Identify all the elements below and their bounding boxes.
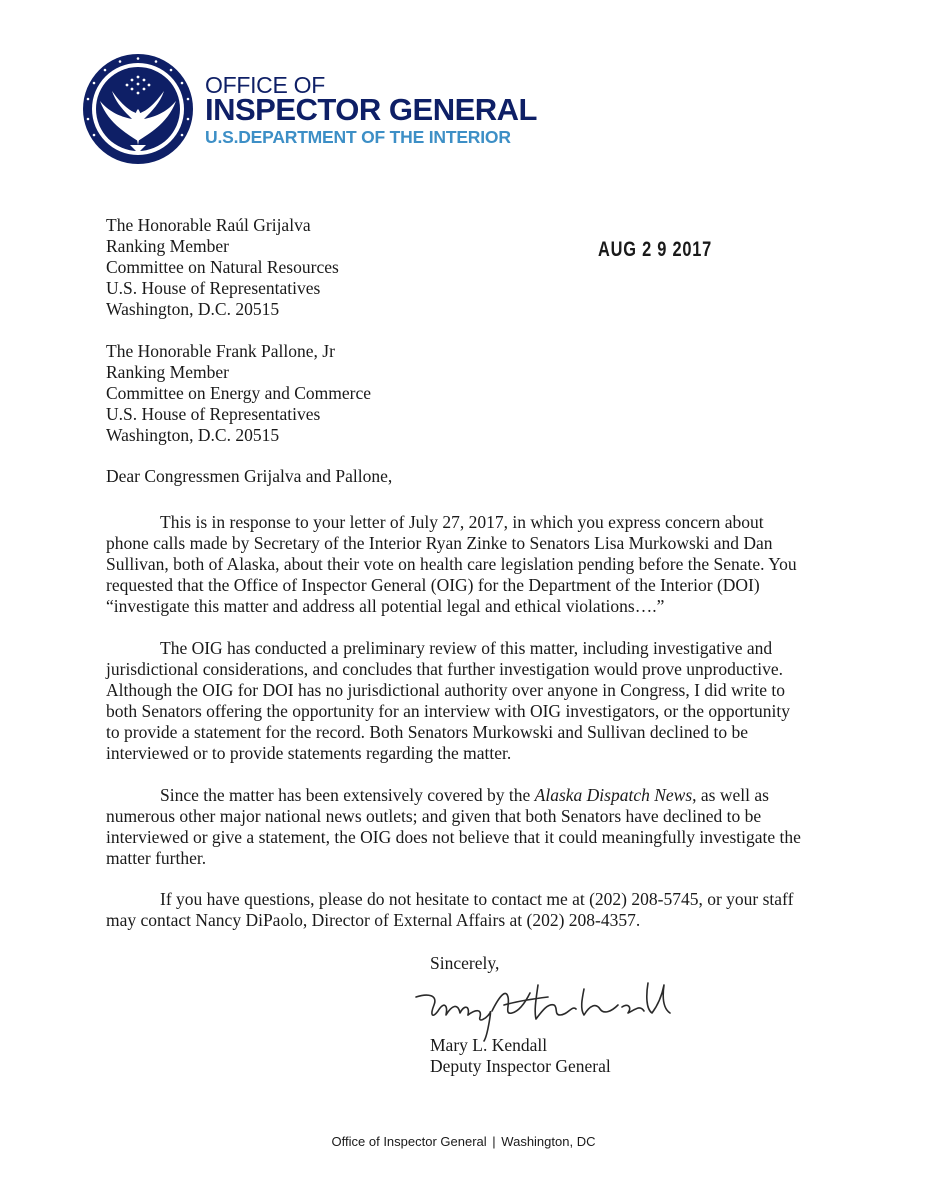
address-line: Washington, D.C. 20515: [106, 425, 280, 445]
paragraph-text: Since the matter has been extensively covered by the: [160, 785, 535, 805]
paragraph-text: , as well as numerous other major national news outlets; and given that both Senators have declined to be interviewed or give a statement, the OIG does not believe that it could meaningfully investigate the matter further.: [106, 785, 801, 868]
letterhead-office-of: OFFICE OF: [205, 72, 325, 98]
signer-title: Deputy Inspector General: [430, 1056, 611, 1076]
footer-office: Office of Inspector General: [331, 1134, 487, 1149]
address-line: Committee on Natural Resources: [106, 257, 339, 277]
body-paragraph-4: If you have questions, please do not hesitate to contact me at (202) 208-5745, or your staff may contact Nancy DiPaolo, Director of External Affairs at (202) 208-4357.: [106, 889, 794, 930]
date-stamp: AUG 2 9 2017: [598, 238, 713, 261]
footer: [0, 1134, 927, 1149]
salutation: Dear Congressmen Grijalva and Pallone,: [106, 466, 393, 486]
address-line: U.S. House of Representatives: [106, 404, 321, 424]
letterhead-inspector-general: INSPECTOR GENERAL: [205, 92, 537, 127]
body-paragraph-2: The OIG has conducted a preliminary review of this matter, including investigative and jurisdictional considerations, and concludes that further investigation would prove unproductive. Although the OIG for DOI has no jurisdictional authority over anyone in Congress, I did write to both Senators offering the opportunity for an interview with OIG investigators, or the opportunity to provide a statement for the record. Both Senators Murkowski and Sullivan declined to be interviewed or to provide statements regarding the matter.: [106, 638, 790, 763]
address-line: Ranking Member: [106, 362, 229, 382]
doi-oig-seal-icon: [82, 53, 194, 165]
address-line: Washington, D.C. 20515: [106, 299, 280, 319]
body-paragraph-1: This is in response to your letter of July 27, 2017, in which you express concern about phone calls made by Secretary of the Interior Ryan Zinke to Senators Lisa Murkowski and Dan Sullivan, both of Alaska, about their vote on health care legislation pending before the Senate. You requested that the Office of Inspector General (OIG) for the Department of the Interior (DOI) “investigate this matter and address all potential legal and ethical violations….”: [106, 512, 797, 616]
body-paragraph-3: [106, 785, 806, 869]
recipient-address-grijalva: [106, 215, 339, 320]
address-line: Ranking Member: [106, 236, 229, 256]
address-line: The Honorable Raúl Grijalva: [106, 215, 311, 235]
address-line: U.S. House of Representatives: [106, 278, 321, 298]
letterhead-department: U.S.DEPARTMENT OF THE INTERIOR: [205, 127, 511, 147]
address-line: Committee on Energy and Commerce: [106, 383, 372, 403]
signer-block: [430, 1035, 611, 1077]
publication-title: Alaska Dispatch News: [534, 785, 693, 805]
address-line: The Honorable Frank Pallone, Jr: [106, 341, 335, 361]
recipient-address-pallone: [106, 341, 371, 446]
signer-name: Mary L. Kendall: [430, 1035, 548, 1055]
footer-location: Washington, DC: [501, 1134, 596, 1149]
footer-separator: |: [492, 1134, 496, 1149]
closing: Sincerely,: [430, 953, 500, 973]
